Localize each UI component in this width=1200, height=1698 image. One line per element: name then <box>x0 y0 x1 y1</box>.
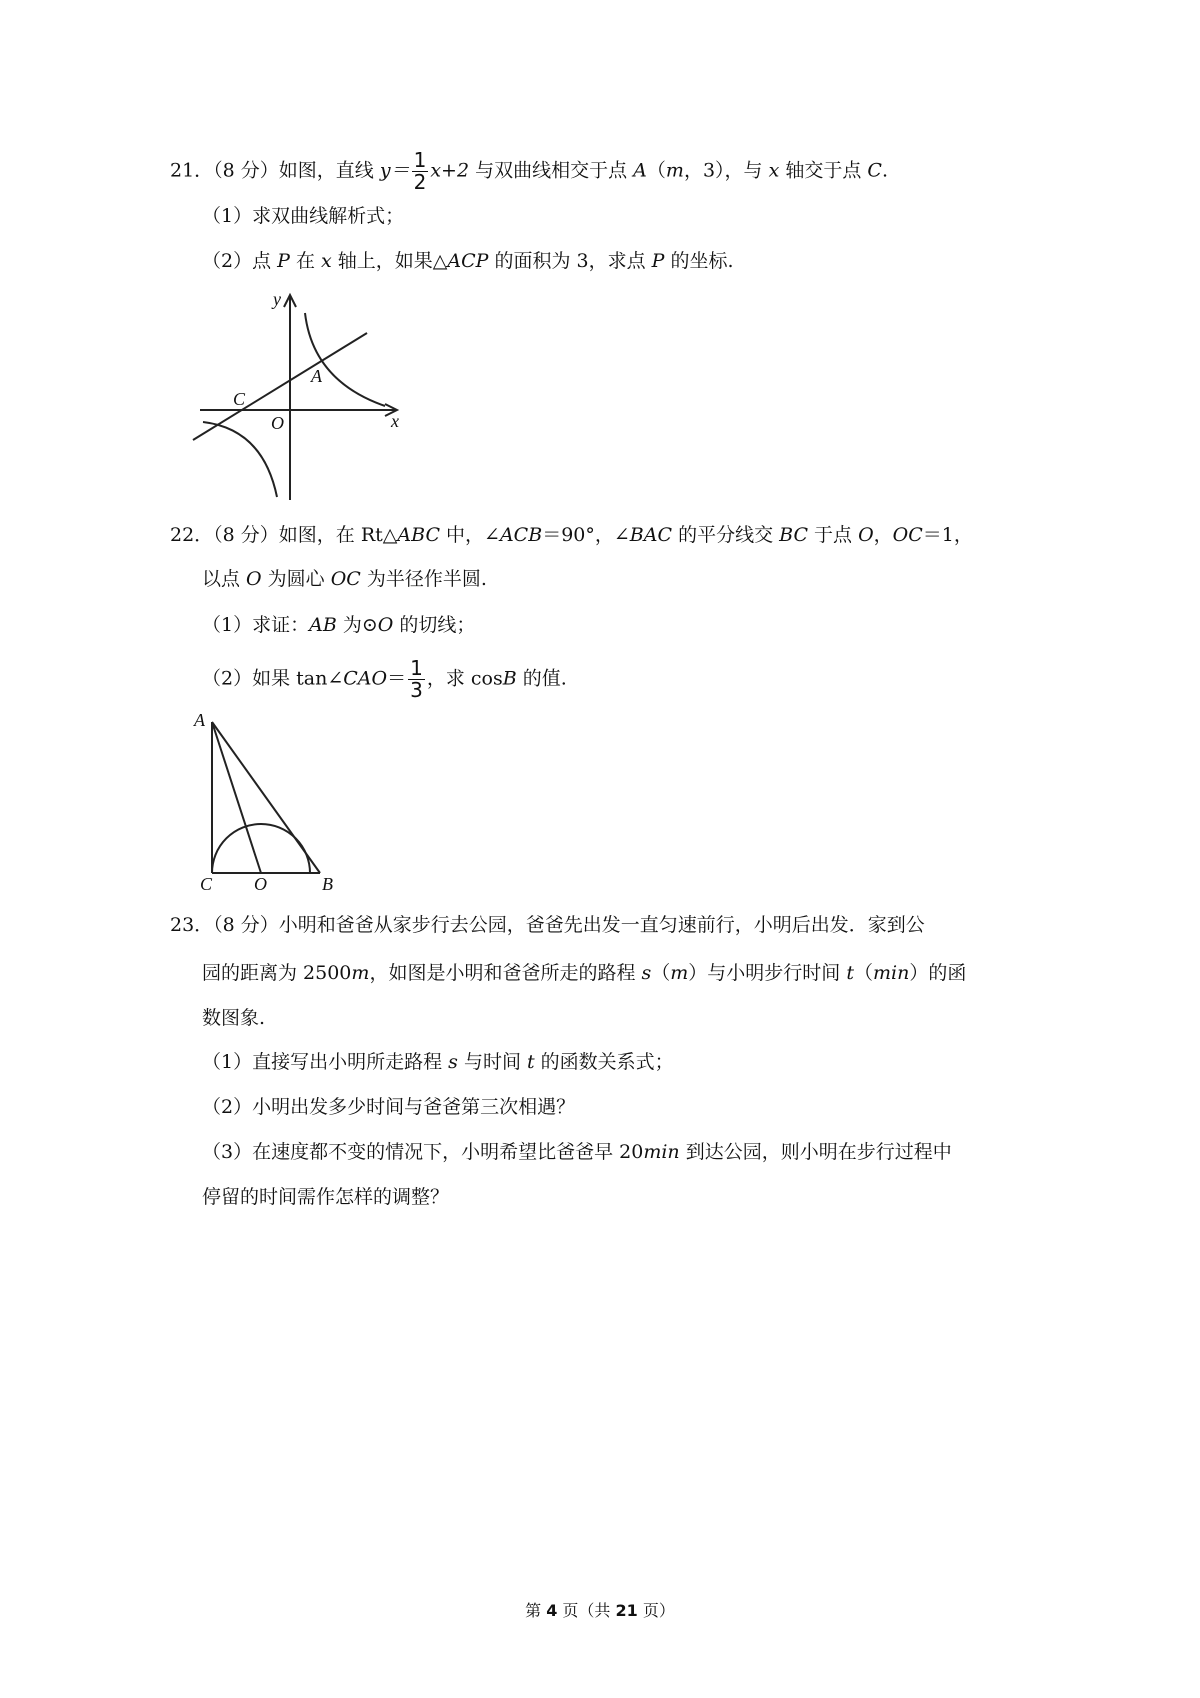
q22-triangle-figure <box>188 708 348 893</box>
q23-stem-line2: 园的距离为 2500m，如图是小明和爸爸所走的路程 s（m）与小明步行时间 t（min）的函 <box>202 962 967 984</box>
label-C: C <box>233 389 246 409</box>
label-A: A <box>311 366 322 386</box>
q23-sub2: （2）小明出发多少时间与爸爸第三次相遇？ <box>202 1096 576 1118</box>
q21-sub1: （1）求双曲线解析式； <box>202 205 405 227</box>
q23-stem-line1: 23．（8 分）小明和爸爸从家步行去公园，爸爸先出发一直匀速前行，小明后出发．家到公 <box>170 914 925 936</box>
q22-sub1: （1）求证：AB 为⊙O 的切线； <box>202 614 476 636</box>
q21-sub2: （2）点 P 在 x 轴上，如果△ACP 的面积为 3，求点 P 的坐标. <box>202 250 734 272</box>
total-page-count: 21 <box>615 1601 638 1620</box>
q23-stem-line3: 数图象. <box>202 1007 266 1029</box>
label-C: C <box>200 874 213 893</box>
fraction-one-third: $\frac{1}{3}$ <box>410 656 423 702</box>
semicircle-O <box>212 824 310 873</box>
q23-sub3-line2: 停留的时间需作怎样的调整？ <box>202 1186 450 1208</box>
q21-stem: 21．（8 分）如图，直线 y＝ $\frac{1}{2}$ x+2 与双曲线相交于点 A（m，3），与 x 轴交于点 C. <box>170 148 888 194</box>
q22-stem-line2: 以点 O 为圆心 OC 为半径作半圆. <box>202 568 487 590</box>
label-O: O <box>254 874 267 893</box>
fraction-one-half: $\frac{1}{2}$ <box>413 148 427 194</box>
label-O: O <box>271 413 284 433</box>
hyperbola-branch-1 <box>305 313 385 406</box>
hyperbola-branch-2 <box>203 422 277 497</box>
q22-stem: 22．（8 分）如图，在 Rt△ABC 中，∠ACB＝90°，∠BAC 的平分线交 BC 于点 O，OC＝1， <box>170 524 973 546</box>
q21-graph-figure <box>185 285 415 505</box>
label-A: A <box>194 710 205 730</box>
current-page-number: 4 <box>546 1601 558 1620</box>
q23-sub1: （1）直接写出小明所走路程 s 与时间 t 的函数关系式； <box>202 1051 674 1073</box>
label-B: B <box>322 874 333 893</box>
label-x: x <box>391 411 399 431</box>
bisector-AO <box>212 722 261 873</box>
q22-sub2: （2）如果 tan∠CAO＝ $\frac{1}{3}$ ，求 cosB 的值. <box>202 656 567 702</box>
page-footer: 第 4 页（共 21 页） <box>525 1601 675 1620</box>
label-y: y <box>273 289 281 309</box>
q23-sub3: （3）在速度都不变的情况下，小明希望比爸爸早 20min 到达公园，则小明在步行过程中 <box>202 1141 952 1163</box>
